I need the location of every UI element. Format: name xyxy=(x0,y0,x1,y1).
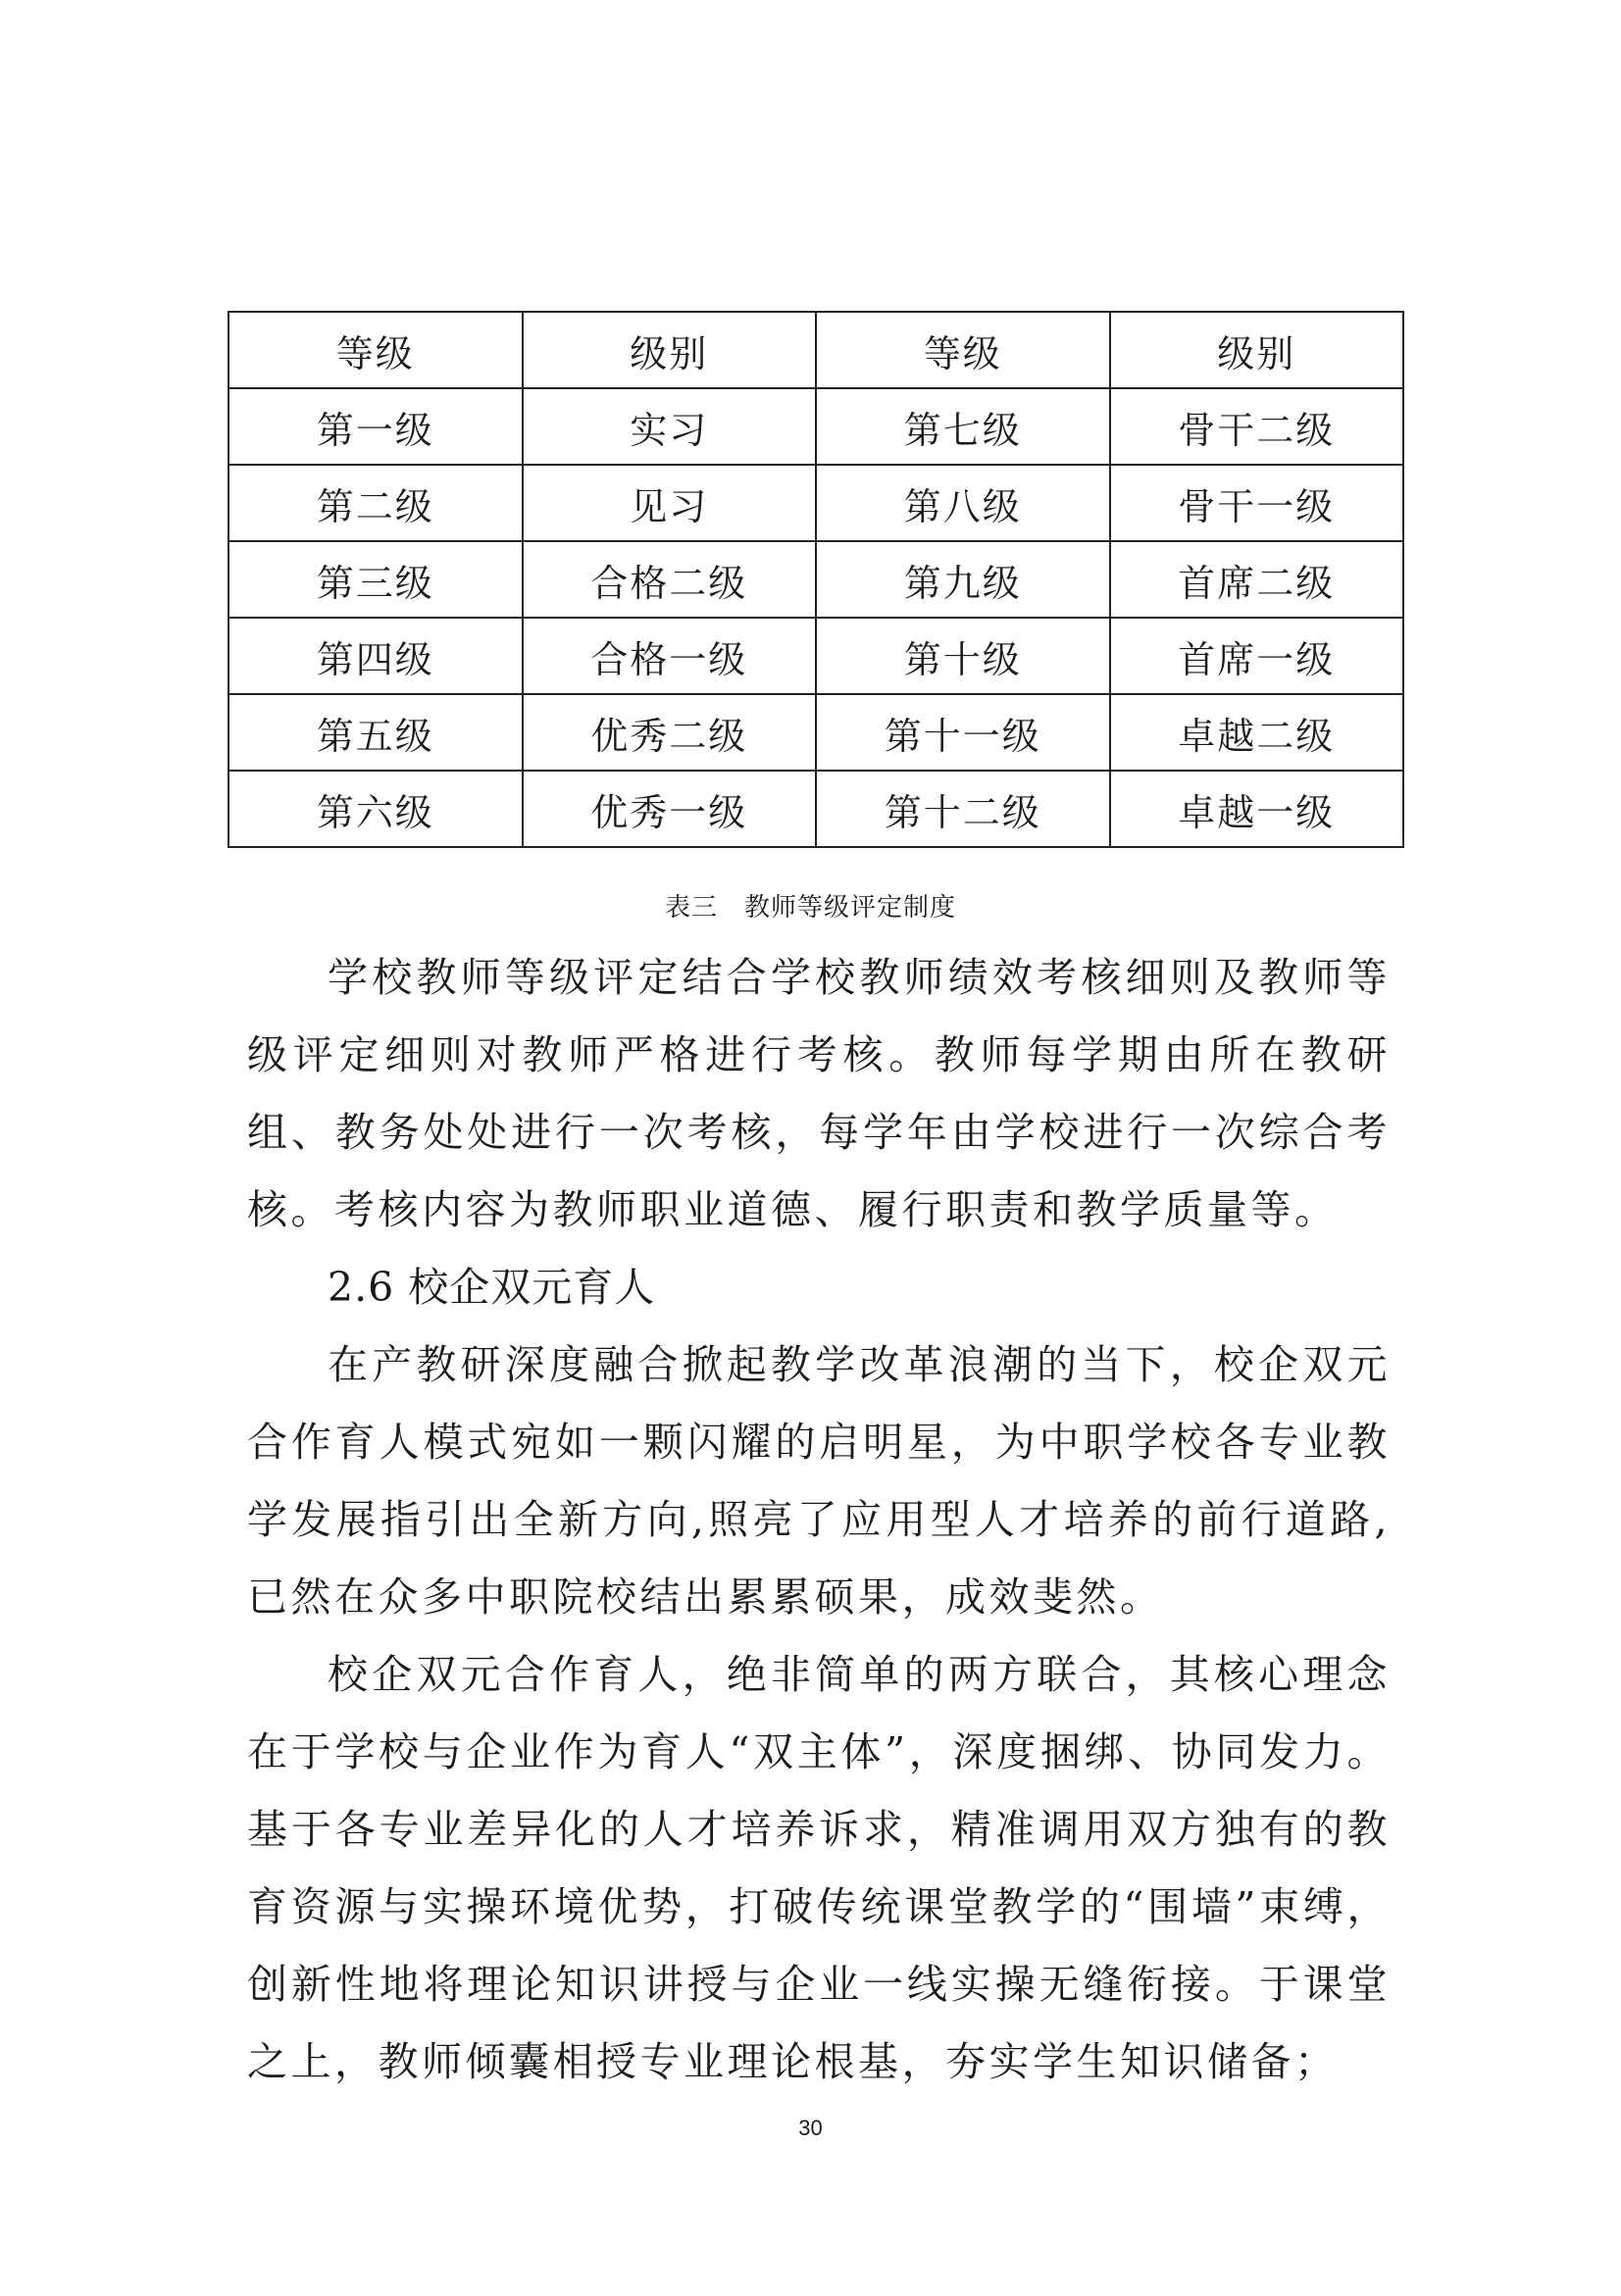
table-row xyxy=(228,618,1403,694)
table-cell: 卓越二级 xyxy=(1110,694,1404,771)
table-cell: 卓越一级 xyxy=(1110,771,1404,847)
table-cell: 第一级 xyxy=(228,388,523,465)
table-row xyxy=(228,465,1403,541)
table-cell: 优秀二级 xyxy=(523,694,817,771)
table-cell: 第十一级 xyxy=(816,694,1110,771)
table-cell: 第三级 xyxy=(228,541,523,618)
section-heading: 2.6 校企双元育人 xyxy=(328,1264,656,1311)
table-cell: 第八级 xyxy=(816,465,1110,541)
table-cell: 级别 xyxy=(523,312,817,388)
table-cell: 实习 xyxy=(523,388,817,465)
table-cell: 第七级 xyxy=(816,388,1110,465)
paragraph-dual-education-intro: 在产教研深度融合掀起教学改革浪潮的当下，校企双元合作育人模式宛如一颗闪耀的启明星，为中职学校各专业教学发展指引出全新方向,照亮了应用型人才培养的前行道路,已然在众多中职院校结出累累硕果，成效斐然。 xyxy=(247,1341,1391,1621)
paragraph-grade-evaluation: 学校教师等级评定结合学校教师绩效考核细则及教师等级评定细则对教师严格进行考核。教师每学期由所在教研组、教务处处进行一次考核，每学年由学校进行一次综合考核。考核内容为教师职业道德、履行职责和教学质量等。 xyxy=(247,954,1391,1233)
table-cell: 见习 xyxy=(523,465,817,541)
table-row xyxy=(228,541,1403,618)
table-cell: 第五级 xyxy=(228,694,523,771)
table-cell: 第九级 xyxy=(816,541,1110,618)
table-caption: 表三 教师等级评定制度 xyxy=(664,893,956,923)
table-cell: 第四级 xyxy=(228,618,523,694)
table-row xyxy=(228,388,1403,465)
table-row xyxy=(228,771,1403,847)
table-header-row xyxy=(228,312,1403,388)
paragraph-dual-education-concept: 校企双元合作育人，绝非简单的两方联合，其核心理念在于学校与企业作为育人“双主体”，深度捆绑、协同发力。基于各专业差异化的人才培养诉求，精准调用双方独有的教育资源与实操环境优势，打破传统课堂教学的“围墙”束缚，创新性地将理论知识讲授与企业一线实操无缝衔接。于课堂之上，教师倾囊相授专业理论根基，夯实学生知识储备； xyxy=(247,1651,1391,2085)
table-cell: 第十级 xyxy=(816,618,1110,694)
page-number: 30 xyxy=(798,2116,823,2140)
table-cell: 首席二级 xyxy=(1110,541,1404,618)
table-cell: 第十二级 xyxy=(816,771,1110,847)
table-cell: 合格一级 xyxy=(523,618,817,694)
table-cell: 第二级 xyxy=(228,465,523,541)
table-row xyxy=(228,694,1403,771)
table-cell: 骨干二级 xyxy=(1110,388,1404,465)
table-cell: 优秀一级 xyxy=(523,771,817,847)
table-cell: 第六级 xyxy=(228,771,523,847)
table-cell: 等级 xyxy=(816,312,1110,388)
table-cell: 合格二级 xyxy=(523,541,817,618)
table-cell: 骨干一级 xyxy=(1110,465,1404,541)
body-text xyxy=(247,939,1391,2101)
teacher-grade-table xyxy=(228,311,1404,848)
table-cell: 首席一级 xyxy=(1110,618,1404,694)
table-cell: 级别 xyxy=(1110,312,1404,388)
table-cell: 等级 xyxy=(228,312,523,388)
